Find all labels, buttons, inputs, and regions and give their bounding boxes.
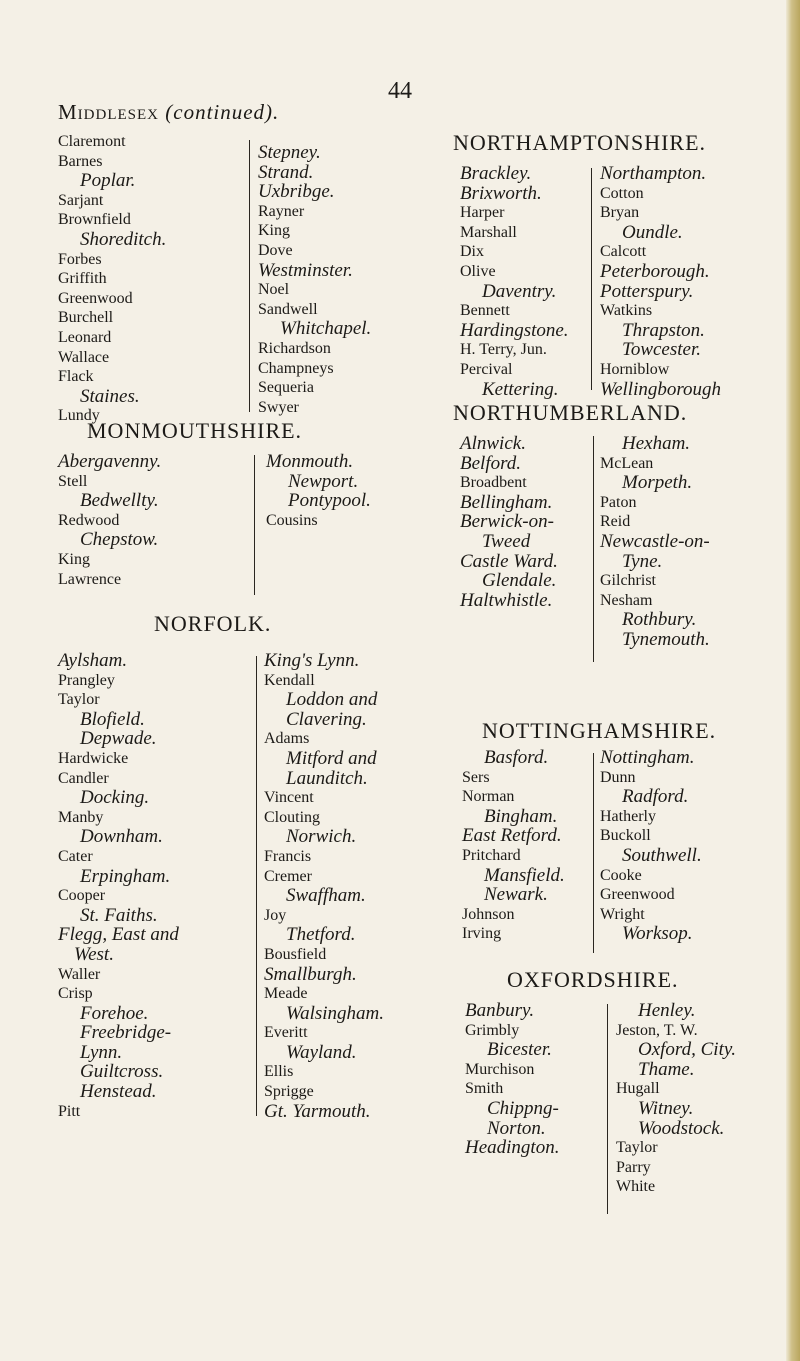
registrar-name: Calcott	[600, 243, 647, 261]
registrar-name: Cater	[58, 847, 93, 865]
norfolk-divider	[256, 656, 257, 1116]
registrar-name: H. Terry, Jun.	[460, 341, 547, 359]
registrar-name: Kendall	[264, 671, 315, 689]
registrar-name: Noel	[258, 281, 290, 299]
nottinghamshire-right-list	[600, 748, 702, 944]
district-heading: Banbury.	[465, 1000, 535, 1021]
registrar-name: Olive	[460, 262, 496, 280]
registrar-name: Brownfield	[58, 211, 131, 229]
district-heading: Gt. Yarmouth.	[264, 1100, 371, 1122]
district-heading: Oxford, City.	[638, 1039, 736, 1061]
registrar-name: Meade	[264, 985, 308, 1003]
registrar-name: Sandwell	[258, 300, 318, 318]
registrar-name: Clouting	[264, 808, 321, 826]
district-heading: Tweed	[482, 530, 531, 552]
registrar-name: Cotton	[600, 184, 644, 202]
section-title-northumberland: NORTHUMBERLAND.	[453, 400, 688, 425]
district-heading: Chepstow.	[80, 529, 159, 551]
registrar-name: Watkins	[600, 302, 653, 320]
registrar-name: Horniblow	[600, 360, 670, 378]
section-title-oxfordshire: OXFORDSHIRE.	[507, 967, 679, 992]
district-heading: Erpingham.	[80, 865, 171, 887]
district-heading: Newport.	[288, 470, 359, 492]
district-heading: Norton.	[487, 1117, 546, 1139]
district-heading: Walsingham.	[286, 1002, 385, 1024]
district-heading: Thame.	[638, 1058, 695, 1080]
registrar-name: Everitt	[264, 1024, 308, 1042]
oxfordshire-right-list	[616, 1001, 736, 1197]
district-heading: Tyne.	[622, 550, 663, 572]
registrar-name: Percival	[460, 360, 513, 378]
district-heading: Newcastle-on-	[600, 530, 710, 552]
registrar-name: Griffith	[58, 270, 107, 288]
registrar-name: Wallace	[58, 348, 110, 366]
district-heading: Lynn.	[80, 1041, 123, 1063]
page-number: 44	[388, 78, 412, 104]
registrar-name: Grimbly	[465, 1021, 520, 1039]
district-heading: Brixworth.	[460, 182, 542, 204]
district-heading: Towcester.	[622, 339, 702, 361]
registrar-name: Champneys	[258, 359, 334, 377]
district-heading: Flegg, East and	[58, 924, 179, 946]
registrar-name: Pitt	[58, 1102, 81, 1120]
registrar-name: Greenwood	[58, 289, 133, 307]
district-heading: Uxbribge.	[258, 181, 335, 203]
district-heading: East Retford.	[462, 825, 562, 847]
registrar-name: Broadbent	[460, 474, 527, 492]
oxfordshire-divider	[607, 1004, 608, 1214]
northamptonshire-left-list	[460, 164, 569, 399]
registrar-name: Leonard	[58, 328, 112, 346]
registrar-name: Rayner	[258, 202, 305, 220]
district-heading: Hexham.	[622, 433, 691, 454]
section-title-middlesex	[58, 100, 279, 125]
registrar-name: Barnes	[58, 152, 103, 170]
registrar-name: Lundy	[58, 407, 100, 425]
district-heading: Castle Ward.	[460, 550, 558, 572]
district-heading: Westminster.	[258, 259, 353, 281]
middlesex-title: Middlesex	[58, 100, 159, 124]
registrar-name: Buckoll	[600, 827, 651, 845]
registrar-name: Dove	[258, 241, 293, 259]
district-heading: Basford.	[484, 747, 549, 768]
oxfordshire-left-list	[465, 1001, 559, 1158]
district-heading: Daventry.	[482, 280, 557, 302]
middlesex-left-list	[58, 132, 166, 426]
registrar-name: Crisp	[58, 985, 93, 1003]
registrar-name: Greenwood	[600, 886, 675, 904]
registrar-name: Johnson	[462, 905, 515, 923]
registrar-name: Adams	[264, 730, 310, 748]
registrar-name: Dix	[460, 243, 484, 261]
district-heading: Headington.	[465, 1137, 560, 1159]
registrar-name: Prangley	[58, 671, 115, 689]
middlesex-divider	[249, 140, 250, 412]
registrar-name: Joy	[264, 906, 287, 924]
registrar-name: Stell	[58, 472, 88, 490]
section-title-nottinghamshire: NOTTINGHAMSHIRE.	[482, 718, 717, 743]
district-heading: Staines.	[80, 385, 140, 407]
registrar-name: Bennett	[460, 302, 510, 320]
registrar-name: Sprigge	[264, 1083, 314, 1101]
northamptonshire-right-list	[600, 164, 721, 399]
district-heading: Radford.	[622, 786, 689, 808]
district-heading: Swaffham.	[286, 885, 366, 907]
district-heading: Pontypool.	[288, 490, 371, 512]
district-heading: Wayland.	[286, 1041, 357, 1063]
district-heading: St. Faiths.	[80, 904, 158, 926]
district-heading: Norwich.	[286, 826, 357, 848]
registrar-name: Hardwicke	[58, 749, 129, 767]
registrar-name: Cooke	[600, 866, 642, 884]
district-heading: Bedwellty.	[80, 490, 159, 512]
registrar-name: Irving	[462, 925, 502, 943]
district-heading: Smallburgh.	[264, 963, 357, 985]
registrar-name: Hatherly	[600, 807, 656, 825]
district-heading: Blofield.	[80, 708, 145, 730]
registrar-name: Sequeria	[258, 379, 314, 397]
registrar-name: Cousins	[266, 511, 318, 529]
middlesex-continued: (continued).	[165, 100, 280, 124]
registrar-name: Manby	[58, 808, 104, 826]
registrar-name: Claremont	[58, 133, 126, 150]
registrar-name: Norman	[462, 788, 515, 806]
registrar-name: Pritchard	[462, 846, 521, 864]
district-heading: Tynemouth.	[622, 628, 710, 650]
district-heading: Bingham.	[484, 805, 558, 827]
registrar-name: Lawrence	[58, 570, 122, 588]
northumberland-left-list	[460, 434, 558, 610]
district-heading: Northampton.	[600, 163, 707, 184]
registrar-name: McLean	[600, 454, 654, 472]
registrar-name: Reid	[600, 513, 631, 531]
district-heading: Berwick-on-	[460, 511, 554, 533]
district-heading: Henstead.	[80, 1081, 157, 1103]
district-heading: Shoreditch.	[80, 228, 167, 250]
district-heading: Bicester.	[487, 1039, 552, 1061]
registrar-name: Burchell	[58, 309, 114, 327]
district-heading: King's Lynn.	[264, 650, 360, 671]
district-heading: Docking.	[80, 787, 150, 809]
district-heading: Morpeth.	[622, 472, 693, 494]
middlesex-right-list	[258, 143, 371, 417]
registrar-name: Paton	[600, 493, 637, 511]
registrar-name: Bousfield	[264, 945, 327, 963]
district-heading: Thrapston.	[622, 319, 705, 341]
district-heading: Monmouth.	[266, 451, 354, 472]
registrar-name: Marshall	[460, 223, 517, 241]
registrar-name: King	[258, 222, 290, 240]
monmouthshire-left-list	[58, 452, 161, 589]
nottinghamshire-divider	[593, 753, 594, 953]
registrar-name: Flack	[58, 368, 94, 386]
district-heading: Thetford.	[286, 924, 356, 946]
registrar-name: King	[58, 550, 90, 568]
registrar-name: Richardson	[258, 339, 331, 357]
registrar-name: Cooper	[58, 887, 106, 905]
registrar-name: Candler	[58, 769, 109, 787]
registrar-name: Wright	[600, 905, 645, 923]
monmouthshire-right-list	[266, 452, 371, 530]
registrar-name: Taylor	[616, 1139, 658, 1157]
district-heading: Glendale.	[482, 570, 557, 592]
district-heading: Clavering.	[286, 708, 367, 730]
district-heading: Southwell.	[622, 844, 702, 866]
district-heading: Potterspury.	[600, 280, 694, 302]
registrar-name: Swyer	[258, 398, 299, 416]
district-heading: Strand.	[258, 161, 314, 183]
nottinghamshire-left-list	[462, 748, 565, 944]
registrar-name: Jeston, T. W.	[616, 1021, 698, 1039]
district-heading: Mansfield.	[484, 864, 565, 886]
registrar-name: Vincent	[264, 789, 314, 807]
district-heading: Worksop.	[622, 923, 693, 945]
district-heading: Abergavenny.	[58, 451, 162, 472]
registrar-name: Murchison	[465, 1060, 535, 1078]
registrar-name: White	[616, 1178, 656, 1196]
district-heading: Belford.	[460, 452, 522, 474]
registrar-name: Dunn	[600, 768, 636, 786]
registrar-name: Smith	[465, 1080, 504, 1098]
district-heading: Witney.	[638, 1097, 694, 1119]
district-heading: Poplar.	[80, 170, 136, 192]
district-heading: Bellingham.	[460, 491, 553, 513]
norfolk-right-list	[264, 651, 384, 1121]
district-heading: Launditch.	[286, 767, 368, 789]
district-heading: Henley.	[638, 1000, 696, 1021]
district-heading: Peterborough.	[600, 260, 710, 282]
registrar-name: Parry	[616, 1158, 651, 1176]
district-heading: Kettering.	[482, 378, 559, 400]
section-title-northamptonshire: NORTHAMPTONSHIRE.	[453, 130, 707, 155]
registrar-name: Ellis	[264, 1063, 294, 1081]
district-heading: Downham.	[80, 826, 163, 848]
section-title-norfolk: NORFOLK.	[154, 611, 272, 636]
registrar-name: Bryan	[600, 204, 640, 222]
registrar-name: Redwood	[58, 511, 120, 529]
district-heading: Chippng-	[487, 1097, 559, 1119]
northumberland-right-list	[600, 434, 710, 650]
northumberland-divider	[593, 436, 594, 662]
district-heading: Mitford and	[286, 747, 377, 769]
norfolk-left-list	[58, 651, 179, 1121]
registrar-name: Taylor	[58, 691, 100, 709]
district-heading: Wellingborough	[600, 378, 722, 400]
district-heading: Guiltcross.	[80, 1061, 164, 1083]
district-heading: Depwade.	[80, 728, 157, 750]
district-heading: Aylsham.	[58, 650, 128, 671]
district-heading: Freebridge-	[80, 1022, 172, 1044]
district-heading: Hardingstone.	[460, 319, 569, 341]
district-heading: Loddon and	[286, 689, 378, 711]
registrar-name: Sers	[462, 768, 490, 786]
section-title-monmouthshire: MONMOUTHSHIRE.	[87, 418, 303, 443]
district-heading: Stepney.	[258, 142, 321, 163]
registrar-name: Forbes	[58, 250, 102, 268]
district-heading: Woodstock.	[638, 1117, 725, 1139]
district-heading: Brackley.	[460, 163, 532, 184]
district-heading: Oundle.	[622, 221, 683, 243]
registrar-name: Sarjant	[58, 191, 104, 209]
registrar-name: Francis	[264, 847, 312, 865]
registrar-name: Cremer	[264, 867, 312, 885]
registrar-name: Hugall	[616, 1080, 660, 1098]
district-heading: Nottingham.	[600, 747, 695, 768]
district-heading: Rothbury.	[622, 609, 697, 631]
monmouthshire-divider	[254, 455, 255, 595]
district-heading: West.	[74, 943, 114, 965]
district-heading: Haltwhistle.	[460, 589, 553, 611]
page-edge	[786, 0, 800, 1361]
district-heading: Alnwick.	[460, 433, 526, 454]
registrar-name: Harper	[460, 204, 505, 222]
registrar-name: Nesham	[600, 591, 653, 609]
registrar-name: Gilchrist	[600, 572, 656, 590]
registrar-name: Waller	[58, 965, 101, 983]
district-heading: Newark.	[484, 884, 548, 906]
northamptonshire-divider	[591, 168, 592, 390]
district-heading: Whitchapel.	[280, 318, 372, 340]
district-heading: Forehoe.	[80, 1002, 149, 1024]
